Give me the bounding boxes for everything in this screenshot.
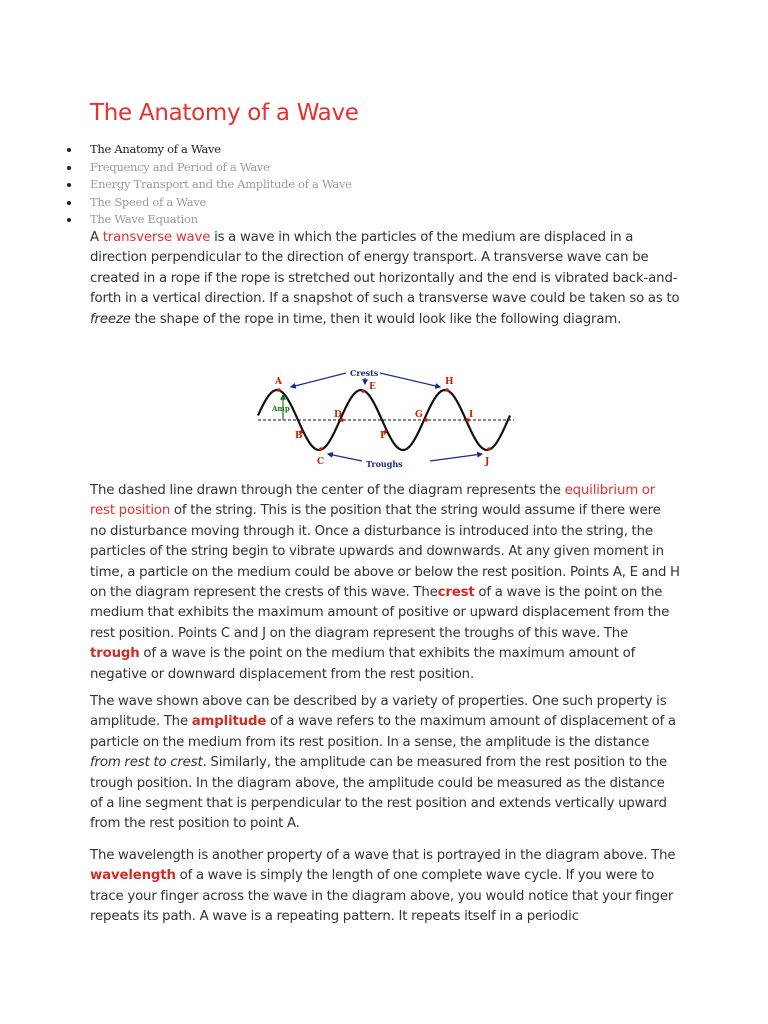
text: of a wave is the point on the medium that exhibits the maximum amount of negative or downward displacement from the rest position.	[90, 646, 636, 682]
toc-item-energy[interactable]: Energy Transport and the Amplitude of a Wave	[64, 176, 352, 194]
label-D: D	[334, 410, 342, 420]
text: . Similarly, the amplitude can be measured from the rest position to the trough position. In the diagram above, the amplitude could be measured as the distance of a line segment that is perpendicular to the rest position and extends vertically upward from the rest position to point A.	[90, 755, 668, 832]
label-B: B	[295, 431, 303, 441]
term-wavelength: wavelength	[90, 868, 176, 884]
page-title: The Anatomy of a Wave	[90, 100, 359, 126]
emphasis-rest-to-crest: from rest to crest	[90, 755, 203, 771]
label-J: J	[485, 457, 490, 467]
paragraph-wavelength	[90, 846, 680, 928]
text: The dashed line drawn through the center of the diagram represents the	[90, 483, 565, 498]
point-A	[277, 388, 281, 392]
label-E: E	[369, 382, 376, 392]
text: The wavelength is another property of a wave that is portrayed in the diagram above. The	[90, 848, 676, 863]
emphasis-freeze: freeze	[90, 311, 131, 327]
label-I: I	[469, 410, 474, 420]
paragraph-transverse-wave	[90, 228, 680, 330]
troughs-label: Troughs	[366, 459, 403, 469]
term-amplitude: amplitude	[191, 714, 267, 730]
text: the shape of the rope in time, then it would look like the following diagram.	[130, 311, 622, 327]
wave-diagram	[254, 362, 516, 474]
crests-label: Crests	[350, 368, 379, 378]
term-crest: crest	[437, 585, 475, 601]
troughs-arrows	[328, 454, 482, 461]
point-E	[361, 389, 365, 393]
text: of a wave is simply the length of one complete wave cycle. If you were to trace your finger across the wave in the diagram above, you would notice that your finger repeats its path. A wave is a repeating pattern. It repeats itself in a periodic	[90, 868, 674, 925]
table-of-contents	[64, 141, 352, 229]
toc-item-speed[interactable]: The Speed of a Wave	[64, 194, 352, 212]
label-F: F	[380, 431, 387, 441]
point-G	[424, 418, 428, 422]
term-trough: trough	[90, 646, 140, 662]
term-transverse-wave: transverse wave	[102, 230, 211, 245]
point-J	[487, 447, 491, 451]
point-C	[319, 447, 323, 451]
text: of the string. This is the position that the string would assume if there were no disturbance moving through it. Once a disturbance is introduced into the string, the particles of the string begin to vibrate upwards and downwards. At any given moment in time, a particle on the medium could be above or below the rest position. Points A, E and H on the diagram represent the crests of this wave. The	[90, 503, 680, 601]
text: The wave shown above can be described by a variety of properties. One such property is amplitude. The	[90, 694, 667, 730]
label-A: A	[275, 377, 282, 387]
amp-label: Amp	[272, 404, 290, 413]
text: of a wave is the point on the medium that exhibits the maximum amount of positive or upward displacement from the rest position. Points C and J on the diagram represent the troughs of this wave. The	[90, 585, 670, 641]
text: of a wave refers to the maximum amount of displacement of a particle on the medium from its rest position. In a sense, the amplitude is the distance	[90, 714, 676, 750]
label-G: G	[415, 410, 423, 420]
paragraph-amplitude	[90, 692, 680, 835]
label-H: H	[445, 377, 454, 387]
text: is a wave in which the particles of the medium are displaced in a direction perpendicular to the direction of energy transport. A transverse wave can be created in a rope if the rope is stretched out horizontally and the end is vibrated back-and-forth in a vertical direction. If a snapshot of such a transverse wave could be taken so as to	[90, 230, 680, 307]
text: A	[90, 230, 103, 245]
label-C: C	[317, 457, 325, 467]
toc-item-frequency[interactable]: Frequency and Period of a Wave	[64, 159, 352, 177]
toc-item-anatomy: The Anatomy of a Wave	[64, 141, 352, 159]
term-equilibrium: equilibrium or rest position	[90, 483, 656, 519]
paragraph-rest-position	[90, 481, 680, 685]
point-H	[445, 388, 449, 392]
toc-item-equation[interactable]: The Wave Equation	[64, 211, 352, 229]
